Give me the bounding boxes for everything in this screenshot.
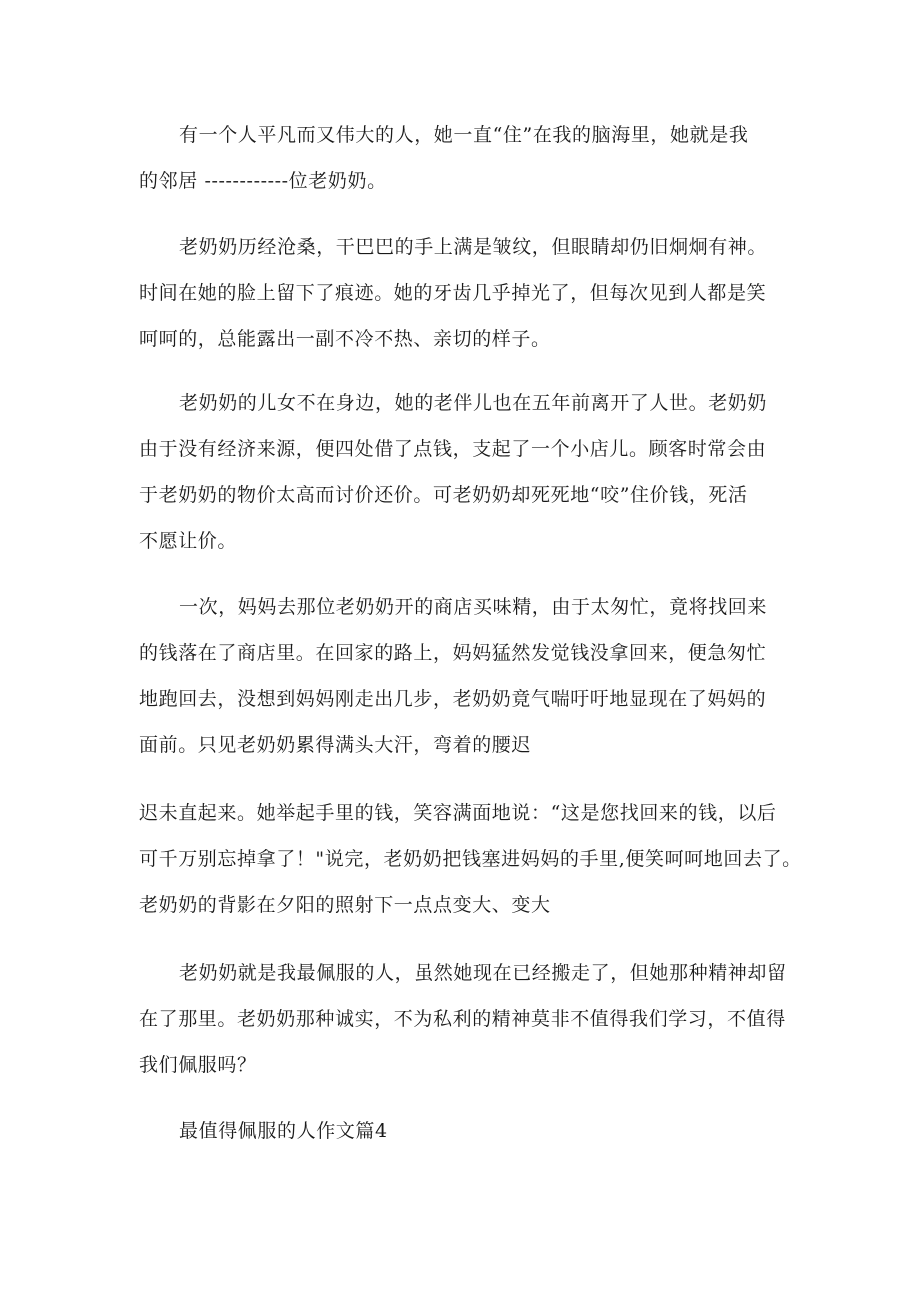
paragraph-5-line-1: 迟未直起来。她举起手里的钱，笑容满面地说：“这是您找回来的钱，以后 [139,802,777,824]
paragraph-4-line-1: 一次，妈妈去那位老奶奶开的商店买味精，由于太匆忙，竟将找回来 [179,596,768,618]
paragraph-3-line-1: 老奶奶的儿女不在身边，她的老伴儿也在五年前离开了人世。老奶奶 [179,392,768,414]
paragraph-6-line-3: 我们佩服吗？ [139,1054,257,1076]
paragraph-1-line-2: 的邻居 ------------位老奶奶。 [139,170,387,192]
section-heading: 最值得佩服的人作文篇4 [179,1120,388,1142]
paragraph-3-line-2: 由于没有经济来源，便四处借了点钱，支起了一个小店儿。顾客时常会由 [139,438,767,460]
paragraph-6-line-2: 在了那里。老奶奶那种诚实，不为私利的精神莫非不值得我们学习，不值得 [139,1008,786,1030]
paragraph-2-line-1: 老奶奶历经沧桑，干巴巴的手上满是皱纹，但眼睛却仍旧炯炯有神。 [179,236,768,258]
paragraph-5-line-2: 可千万别忘掉拿了！"说完，老奶奶把钱塞进妈妈的手里,便笑呵呵地回去了。 [139,848,802,870]
paragraph-6-line-1: 老奶奶就是我最佩服的人，虽然她现在已经搬走了，但她那种精神却留 [179,962,787,984]
paragraph-1-line-1: 有一个人平凡而又伟大的人，她一直“住”在我的脑海里，她就是我 [179,124,749,146]
paragraph-4-line-2: 的钱落在了商店里。在回家的路上，妈妈猛然发觉钱没拿回来，便急匆忙 [139,642,767,664]
paragraph-2-line-2: 时间在她的脸上留下了痕迹。她的牙齿几乎掉光了，但每次见到人都是笑 [139,282,767,304]
paragraph-3-line-3: 于老奶奶的物价太高而讨价还价。可老奶奶却死死地“咬”住价钱，死活 [139,484,748,506]
paragraph-4-line-3: 地跑回去，没想到妈妈刚走出几步，老奶奶竟气喘吁吁地显现在了妈妈的 [139,688,767,710]
paragraph-2-line-3: 呵呵的，总能露出一副不冷不热、亲切的样子。 [139,328,551,350]
paragraph-5-line-3: 老奶奶的背影在夕阳的照射下一点点变大、变大 [139,894,551,916]
paragraph-4-line-4: 面前。只见老奶奶累得满头大汗，弯着的腰迟 [139,734,532,756]
paragraph-3-line-4: 不愿让价。 [139,530,238,552]
